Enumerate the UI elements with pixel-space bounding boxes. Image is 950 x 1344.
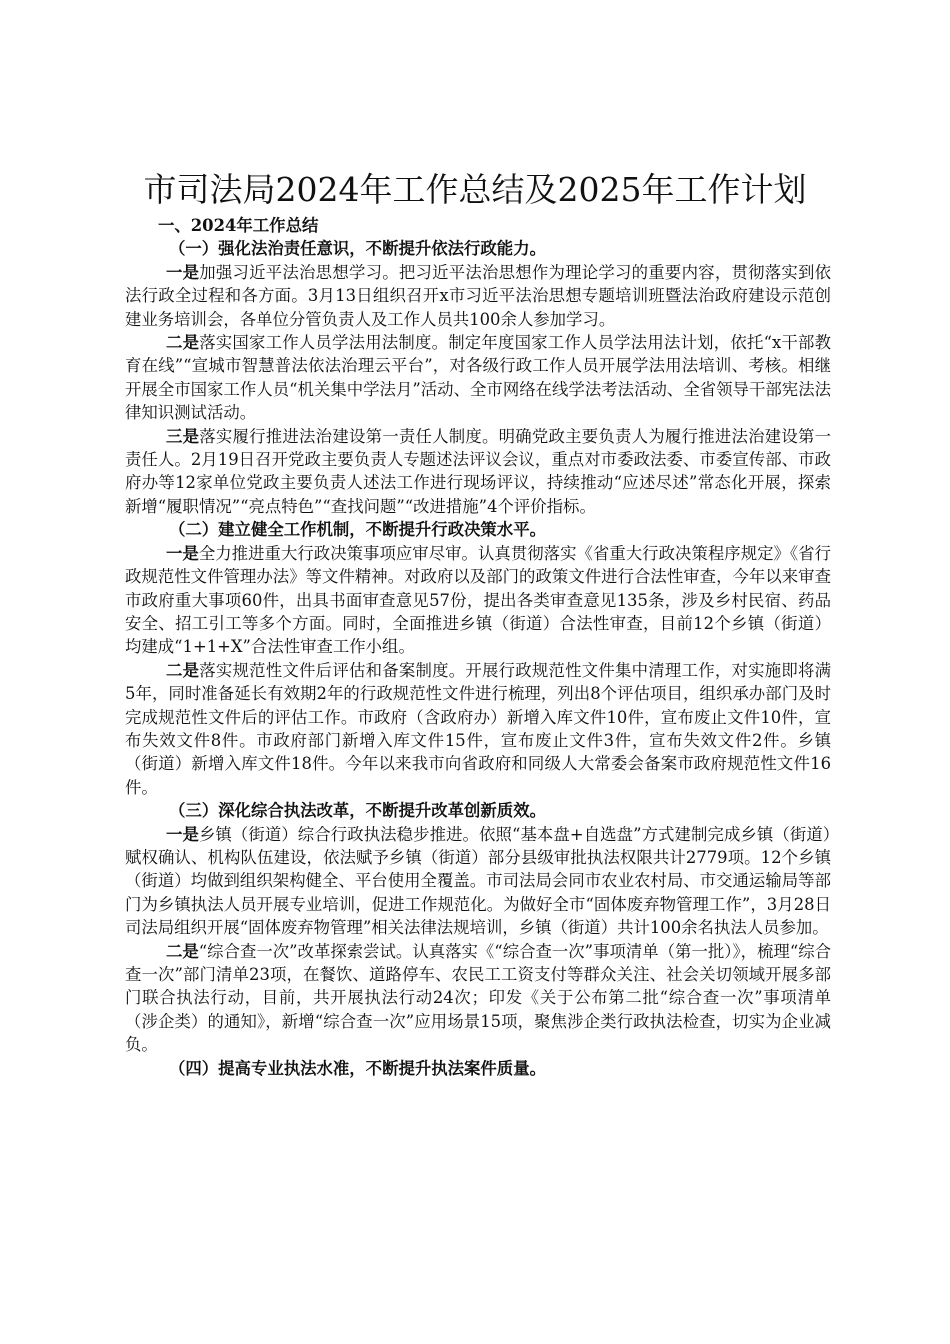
paragraph-text: 全力推进重大行政决策事项应审尽审。认真贯彻落实《省重大行政决策程序规定》《省行政规范性文件管理办法》等文件精神。对政府以及部门的政策文件进行合法性审查，今年以来审查市政府重大事项60件，出具书面审查意见57份，提出各类审查意见135条，涉及乡村民宿、药品安全、招工引工等多个方面。同时，全面推进乡镇（街道）合法性审查，目前12个乡镇（街道）均建成“1+1+X”合法性审查工作小组。 (125, 543, 831, 657)
paragraph (125, 823, 831, 940)
paragraph-lead: 二是 (166, 660, 200, 680)
paragraph-text: 落实履行推进法治建设第一责任人制度。明确党政主要负责人为履行推进法治建设第一责任人。2月19日召开党政主要负责人专题述法评议会议，重点对市委政法委、市委宣传部、市政府办等12家单位党政主要负责人述法工作进行现场评议，持续推动“应述尽述”常态化开展，探索新增“履职情况”“亮点特色”“查找问题”“改进措施”4个评价指标。 (125, 426, 832, 516)
paragraph-text: 乡镇（街道）综合行政执法稳步推进。依照“基本盘+自选盘”方式建制完成乡镇（街道）赋权确认、机构队伍建设，依法赋予乡镇（街道）部分县级审批执法权限共计2779项。12个乡镇（街道）均做到组织架构健全、平台使用全覆盖。市司法局会同市农业农村局、市交通运输局等部门为乡镇执法人员开展专业培训，促进工作规范化。为做好全市“固体废弃物管理工作”，3月28日司法局组织开展“固体废弃物管理”相关法律法规培训，乡镇（街道）共计100余名执法人员参加。 (125, 824, 831, 938)
document-title: 市司法局2024年工作总结及2025年工作计划 (143, 170, 807, 209)
paragraph-text: “综合查一次”改革探索尝试。认真落实《“综合查一次”事项清单（第一批）》，梳理“综合查一次”部门清单23项，在餐饮、道路停车、农民工工资支付等群众关注、社会关切领域开展多部门联合执法行动，目前，共开展执法行动24次；印发《关于公布第二批“综合查一次”事项清单（涉企类）的通知》，新增“综合查一次”应用场景15项，聚焦涉企类行政执法检查，切实为企业减负。 (125, 941, 831, 1055)
subsection-heading-3: （三）深化综合执法改革，不断提升改革创新质效。 (169, 801, 546, 821)
document-body (125, 214, 831, 1080)
paragraph (125, 542, 831, 659)
paragraph-text: 落实规范性文件后评估和备案制度。开展行政规范性文件集中清理工作，对实施即将满5年，同时准备延长有效期2年的行政规范性文件进行梳理，列出8个评估项目，组织承办部门及时完成规范性文件后的评估工作。市政府（含政府办）新增入库文件10件，宣布废止文件10件，宣布失效文件8件。市政府部门新增入库文件15件，宣布废止文件3件，宣布失效文件2件。乡镇（街道）新增入库文件18件。今年以来我市向省政府和同级人大常委会备案市政府规范性文件16件。 (125, 660, 832, 797)
paragraph (125, 940, 831, 1057)
paragraph (125, 425, 831, 519)
paragraph-lead: 二是 (166, 333, 200, 353)
paragraph-text: 落实国家工作人员学法用法制度。制定年度国家工作人员学法用法计划，依托“x干部教育在线”“宣城市智慧普法依法治理云平台”，对各级行政工作人员开展学法用法培训、考核。相继开展全市国家工作人员“机关集中学法月”活动、全市网络在线学法考法活动、全省领导干部宪法法律知识测试活动。 (125, 333, 832, 423)
subsection-heading-2: （二）建立健全工作机制，不断提升行政决策水平。 (169, 520, 546, 540)
paragraph (125, 331, 831, 425)
paragraph-lead: 一是 (166, 543, 199, 563)
paragraph (125, 659, 831, 799)
paragraph-text: 加强习近平法治思想学习。把习近平法治思想作为理论学习的重要内容，贯彻落实到依法行政全过程和各方面。3月13日组织召开x市习近平法治思想专题培训班暨法治政府建设示范创建业务培训会，各单位分管负责人及工作人员共100余人参加学习。 (125, 262, 832, 329)
subsection-heading-1: （一）强化法治责任意识，不断提升依法行政能力。 (169, 239, 546, 259)
paragraph-lead: 一是 (166, 262, 200, 282)
paragraph-lead: 三是 (166, 426, 200, 446)
paragraph (125, 261, 831, 331)
paragraph-lead: 二是 (166, 941, 199, 961)
subsection-heading-4: （四）提高专业执法水准，不断提升执法案件质量。 (169, 1058, 546, 1078)
paragraph-lead: 一是 (166, 824, 199, 844)
section-heading-summary: 一、2024年工作总结 (158, 216, 319, 235)
